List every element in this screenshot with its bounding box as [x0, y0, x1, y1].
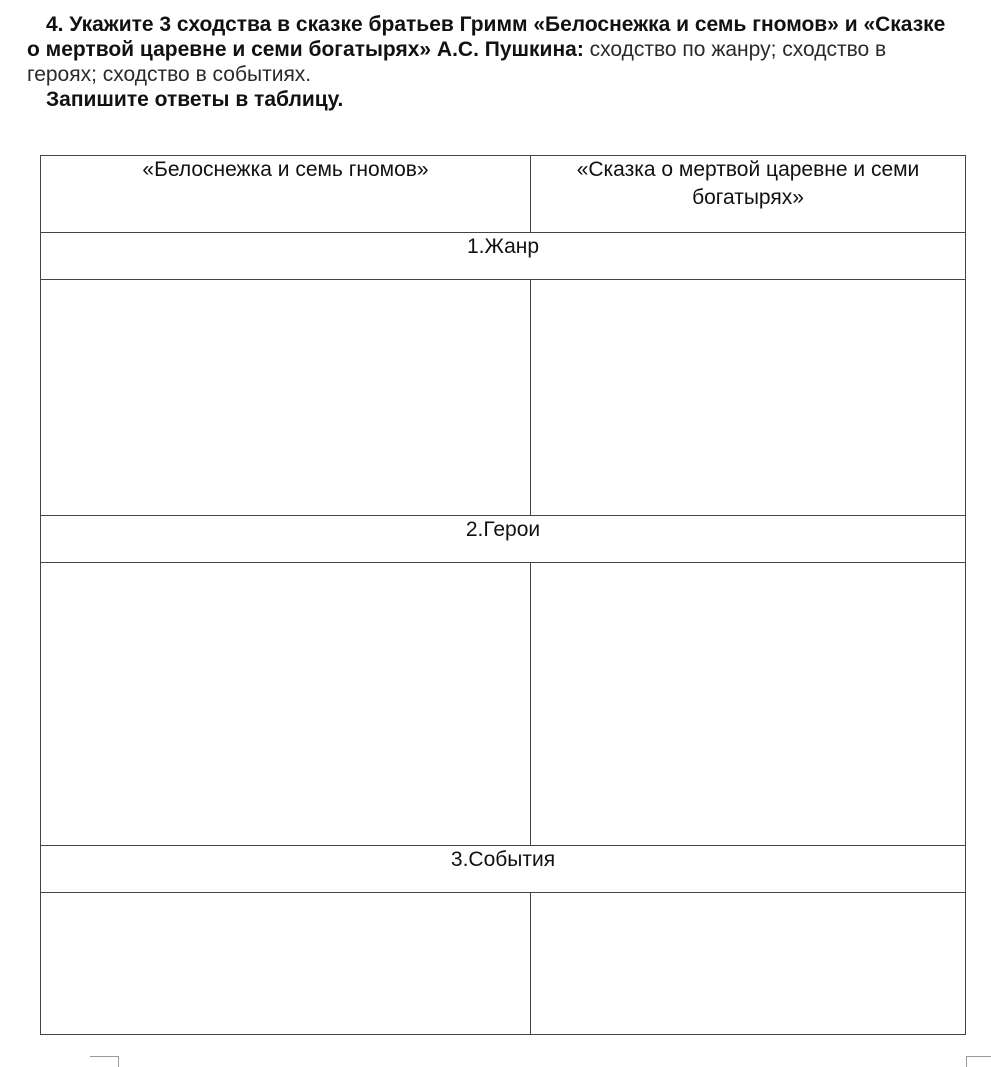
answer-row-genre — [41, 280, 966, 516]
comparison-table — [40, 155, 966, 1035]
header-cell-dead-princess — [531, 156, 966, 233]
task-line-2-normal: сходство по жанру; сходство в — [583, 38, 887, 61]
task-line-2-bold: о мертвой царевне и семи богатырях» А.С. Пушкина: — [27, 38, 584, 61]
section-row-genre — [41, 233, 966, 280]
table-header-row — [41, 156, 966, 233]
header-snow-white: «Белоснежка и семь гномов» — [142, 158, 429, 181]
answer-cell-heroes-left[interactable] — [41, 563, 531, 846]
answer-cell-genre-right[interactable] — [531, 280, 966, 516]
answer-cell-genre-left[interactable] — [41, 280, 531, 516]
answer-row-heroes — [41, 563, 966, 846]
answer-cell-events-right[interactable] — [531, 893, 966, 1035]
page-corner-mark-right — [966, 1056, 991, 1067]
section-title-events: 3.События — [41, 846, 966, 893]
section-title-heroes: 2.Герои — [41, 516, 966, 563]
task-line-3: героях; сходство в событиях. — [27, 63, 312, 86]
task-text — [27, 12, 972, 112]
page-corner-mark-left — [90, 1056, 119, 1067]
task-instruction: Запишите ответы в таблицу. — [46, 88, 344, 111]
task-line-1: 4. Укажите 3 сходства в сказке братьев Гримм «Белоснежка и семь гномов» и «Сказке — [46, 13, 946, 36]
section-row-heroes — [41, 516, 966, 563]
header-cell-snow-white — [41, 156, 531, 233]
answer-cell-heroes-right[interactable] — [531, 563, 966, 846]
answer-row-events — [41, 893, 966, 1035]
task-line-2 — [27, 37, 972, 62]
section-row-events — [41, 846, 966, 893]
header-dead-princess: «Сказка о мертвой царевне и семи богатырях» — [576, 158, 920, 209]
answer-cell-events-left[interactable] — [41, 893, 531, 1035]
section-title-genre: 1.Жанр — [41, 233, 966, 280]
